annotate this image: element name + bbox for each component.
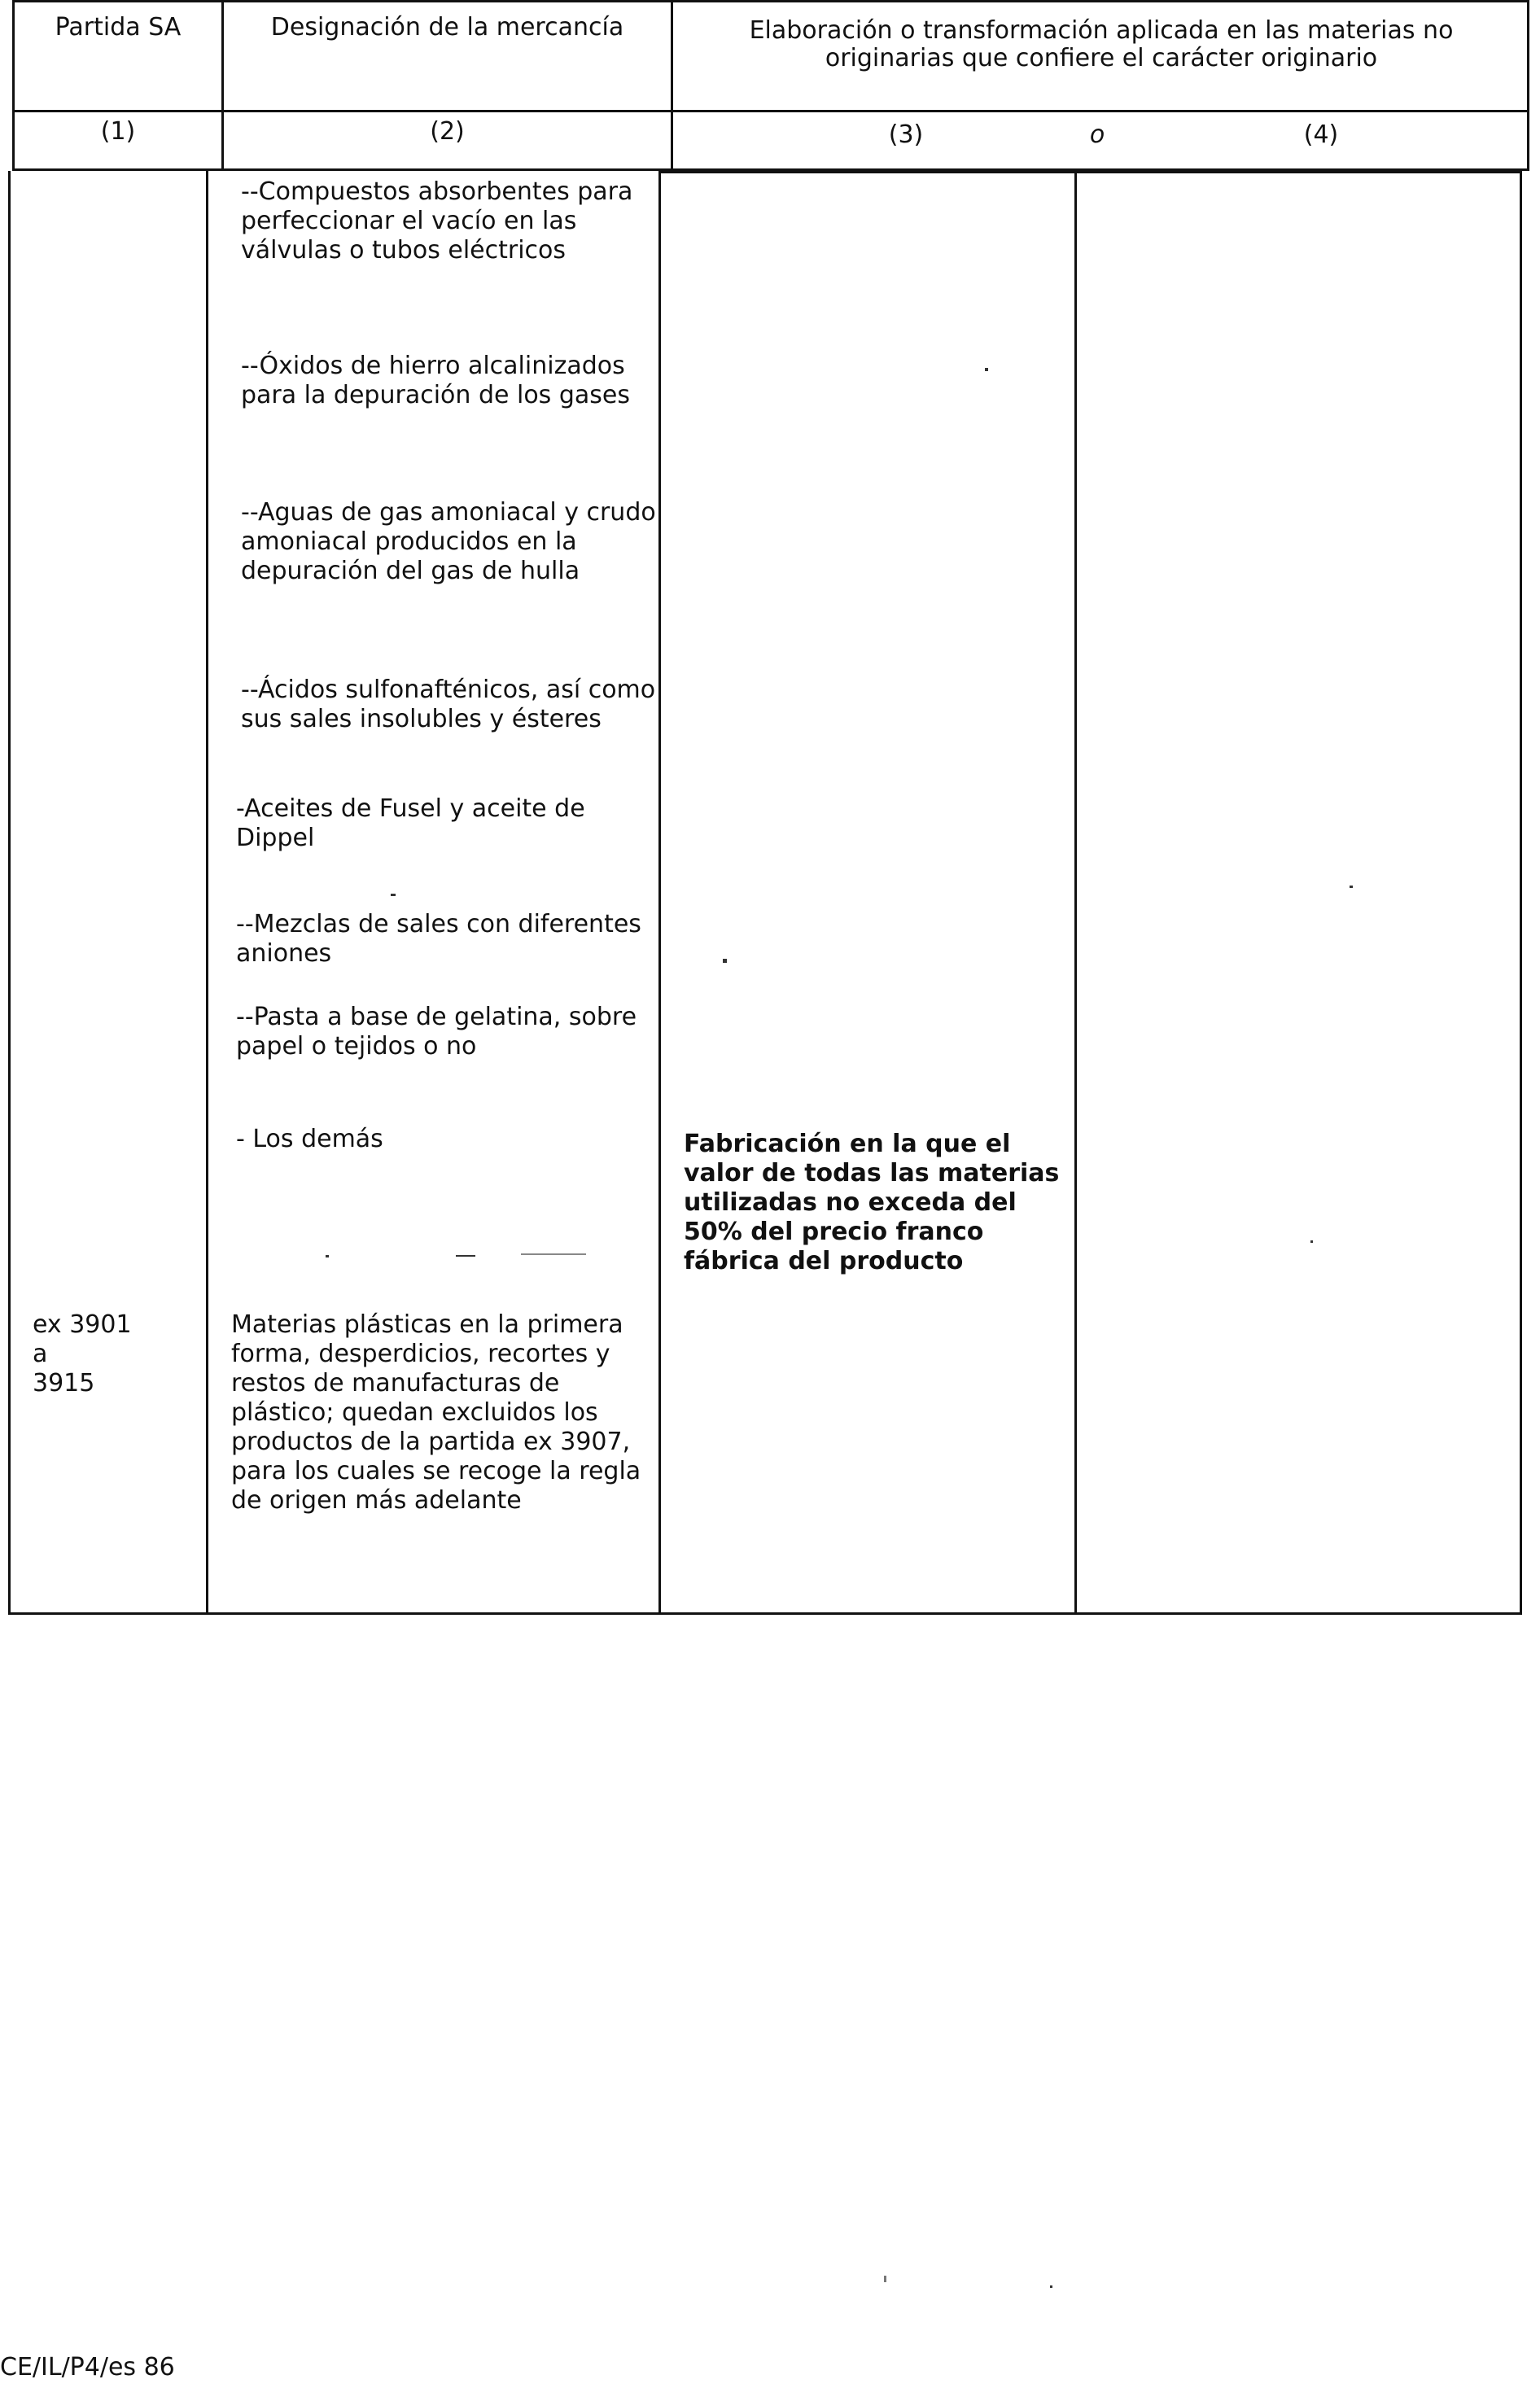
scan-speck: [1350, 886, 1353, 888]
header-designacion: Designación de la mercancía: [270, 13, 624, 42]
scan-speck: [1310, 1240, 1313, 1243]
rule-fabricacion-50: Fabricación en la que el valor de todas las materias utilizadas no exceda del 50% del precio franco fábrica del producto: [684, 1130, 1060, 1275]
header-num-4: (4): [1303, 120, 1339, 149]
header-num-3: (3): [888, 120, 924, 149]
scan-speck: [521, 1253, 586, 1255]
desc-compuestos-absorbentes: --Compuestos absorbentes para perfeccionar el vacío en las válvulas o tubos eléctricos: [241, 177, 633, 265]
scan-speck: [723, 959, 727, 963]
table-header: [12, 0, 1529, 171]
body-top-rule: [660, 171, 1522, 173]
desc-materias-plasticas: Materias plásticas en la primera forma, desperdicios, recortes y restos de manufacturas de plástico; quedan excluidos los productos de la partida ex 3907, para los cuales se recoge la regla de origen más adelante: [231, 1310, 641, 1515]
desc-mezclas-sales: --Mezclas de sales con diferentes aniones: [236, 910, 641, 968]
scan-speck: [391, 894, 396, 896]
header-num-1: (1): [100, 117, 136, 146]
body-divider-1: [206, 171, 208, 1612]
header-num-2: (2): [430, 117, 465, 146]
desc-aceites-fusel: -Aceites de Fusel y aceite de Dippel: [236, 794, 585, 852]
desc-pasta-gelatina: --Pasta a base de gelatina, sobre papel o tejidos o no: [236, 1003, 637, 1061]
header-elaboracion: Elaboración o transformación aplicada en las materias no originarias que confiere el carácter originario: [749, 16, 1454, 72]
header-row-divider: [15, 110, 1527, 112]
desc-aguas-gas: --Aguas de gas amoniacal y crudo amoniacal producidos en la depuración del gas de hulla: [241, 498, 656, 585]
scan-speck: [456, 1255, 475, 1257]
body-divider-3: [1074, 171, 1077, 1612]
header-or: o: [1089, 120, 1105, 149]
scan-speck: [1050, 2285, 1052, 2288]
scan-speck: [884, 2276, 886, 2282]
scan-speck: [985, 368, 988, 371]
desc-los-demas: - Los demás: [236, 1125, 383, 1153]
code-ex3901-3915: ex 3901 a 3915: [33, 1310, 132, 1397]
scan-speck: [326, 1255, 329, 1257]
desc-acidos-sulfonaftenicos: --Ácidos sulfonafténicos, así como sus sales insolubles y ésteres: [241, 676, 656, 733]
header-divider: [671, 2, 673, 168]
header-partida-sa: Partida SA: [55, 13, 182, 42]
page-footer-reference: CE/IL/P4/es 86: [0, 2353, 175, 2381]
desc-oxidos-hierro: --Óxidos de hierro alcalinizados para la depuración de los gases: [241, 352, 630, 409]
